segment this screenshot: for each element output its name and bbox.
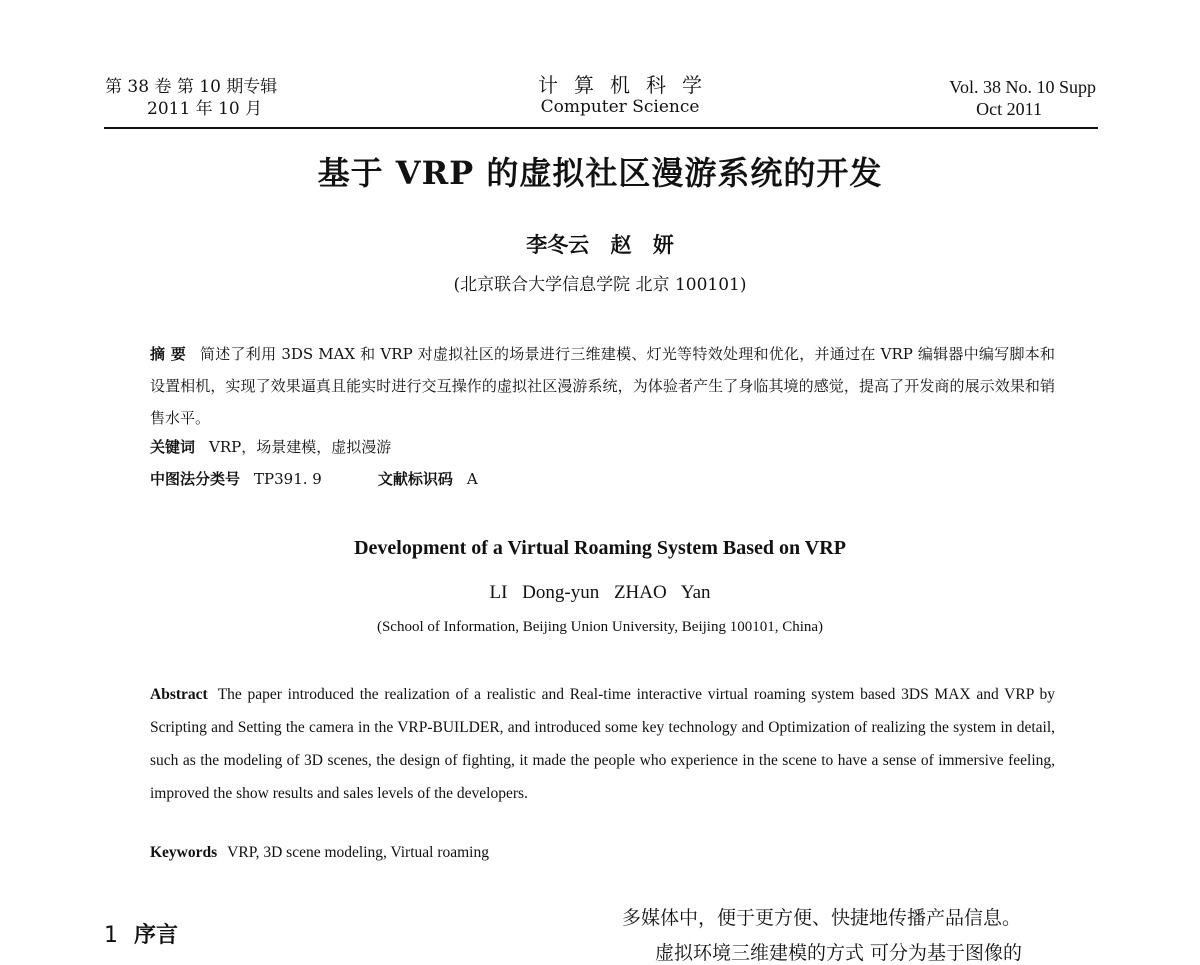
abstract-en-text: The paper introduced the realization of a realistic and Real-time interactive virtual roaming system based 3DS MAX and VRP by Scripting and Setting the camera in the VRP-BUILDER, and introduced some key technology and Optimization of realizing the system in detail, such as the modeling of 3D scenes, the design of fighting, it made the people who experience in the scene to have a sense of immersive feeling, improved the show results and sales levels of the developers. [150,686,1055,802]
journal-name-en: Computer Science [540,97,700,117]
authors-cn: 李冬云 赵 妍 [526,232,674,257]
abstract-cn-label: 摘 要 [150,345,187,363]
authors-en: LI Dong-yun ZHAO Yan [489,582,711,603]
keywords-en-label: Keywords [150,844,218,861]
keywords-cn-text: VRP，场景建模，虚拟漫游 [209,438,392,456]
classification-line [150,468,478,489]
abstract-en-label: Abstract [150,686,208,703]
doc-code-label: 文献标识码 [377,470,453,488]
paper-title-en: Development of a Virtual Roaming System Based on VRP [354,537,846,559]
affiliation-cn: (北京联合大学信息学院 北京 100101) [453,275,747,295]
abstract-cn-text: 简述了利用 3DS MAX 和 VRP 对虚拟社区的场景进行三维建模、灯光等特效处理和优化，并通过在 VRP 编辑器中编写脚本和设置相机，实现了效果逼真且能实时进行交互操作的虚拟社区漫游系统，为体验者产生了身临其境的感觉，提高了开发商的展示效果和销售水平。 [150,345,1055,427]
abstract-en [150,678,1055,810]
affiliation-en: (School of Information, Beijing Union University, Beijing 100101, China) [376,619,824,635]
clc-value: TP391. 9 [254,470,322,488]
section-number: 1 [104,923,118,948]
section-heading [104,918,178,949]
keywords-en-text: VRP, 3D scene modeling, Virtual roaming [227,844,489,861]
journal-name [470,74,770,118]
abstract-cn [150,338,1055,434]
paper-title-cn: 基于 VRP 的虚拟社区漫游系统的开发 [317,154,883,192]
column2-line1: 多媒体中，便于更方便、快捷地传播产品信息。 [622,907,1022,929]
keywords-cn [150,436,391,457]
journal-name-cn: 计算机科学 [538,73,718,97]
keywords-en [150,844,489,862]
header-rule [104,127,1098,129]
doc-code-value: A [466,470,478,488]
header-right [949,76,1096,120]
column2-line2: 虚拟环境三维建模的方式 可分为基于图像的 [655,942,1023,964]
section-title: 序言 [134,923,179,948]
publication-date: 2011 年 10 月 [147,99,263,119]
volume-en: Vol. 38 No. 10 Supp [949,77,1096,97]
header-left [105,76,277,120]
clc-label: 中图法分类号 [150,470,241,488]
volume-issue: 第 38 卷 第 10 期专辑 [105,77,278,97]
date-en: Oct 2011 [976,99,1042,119]
keywords-cn-label: 关键词 [150,438,196,456]
